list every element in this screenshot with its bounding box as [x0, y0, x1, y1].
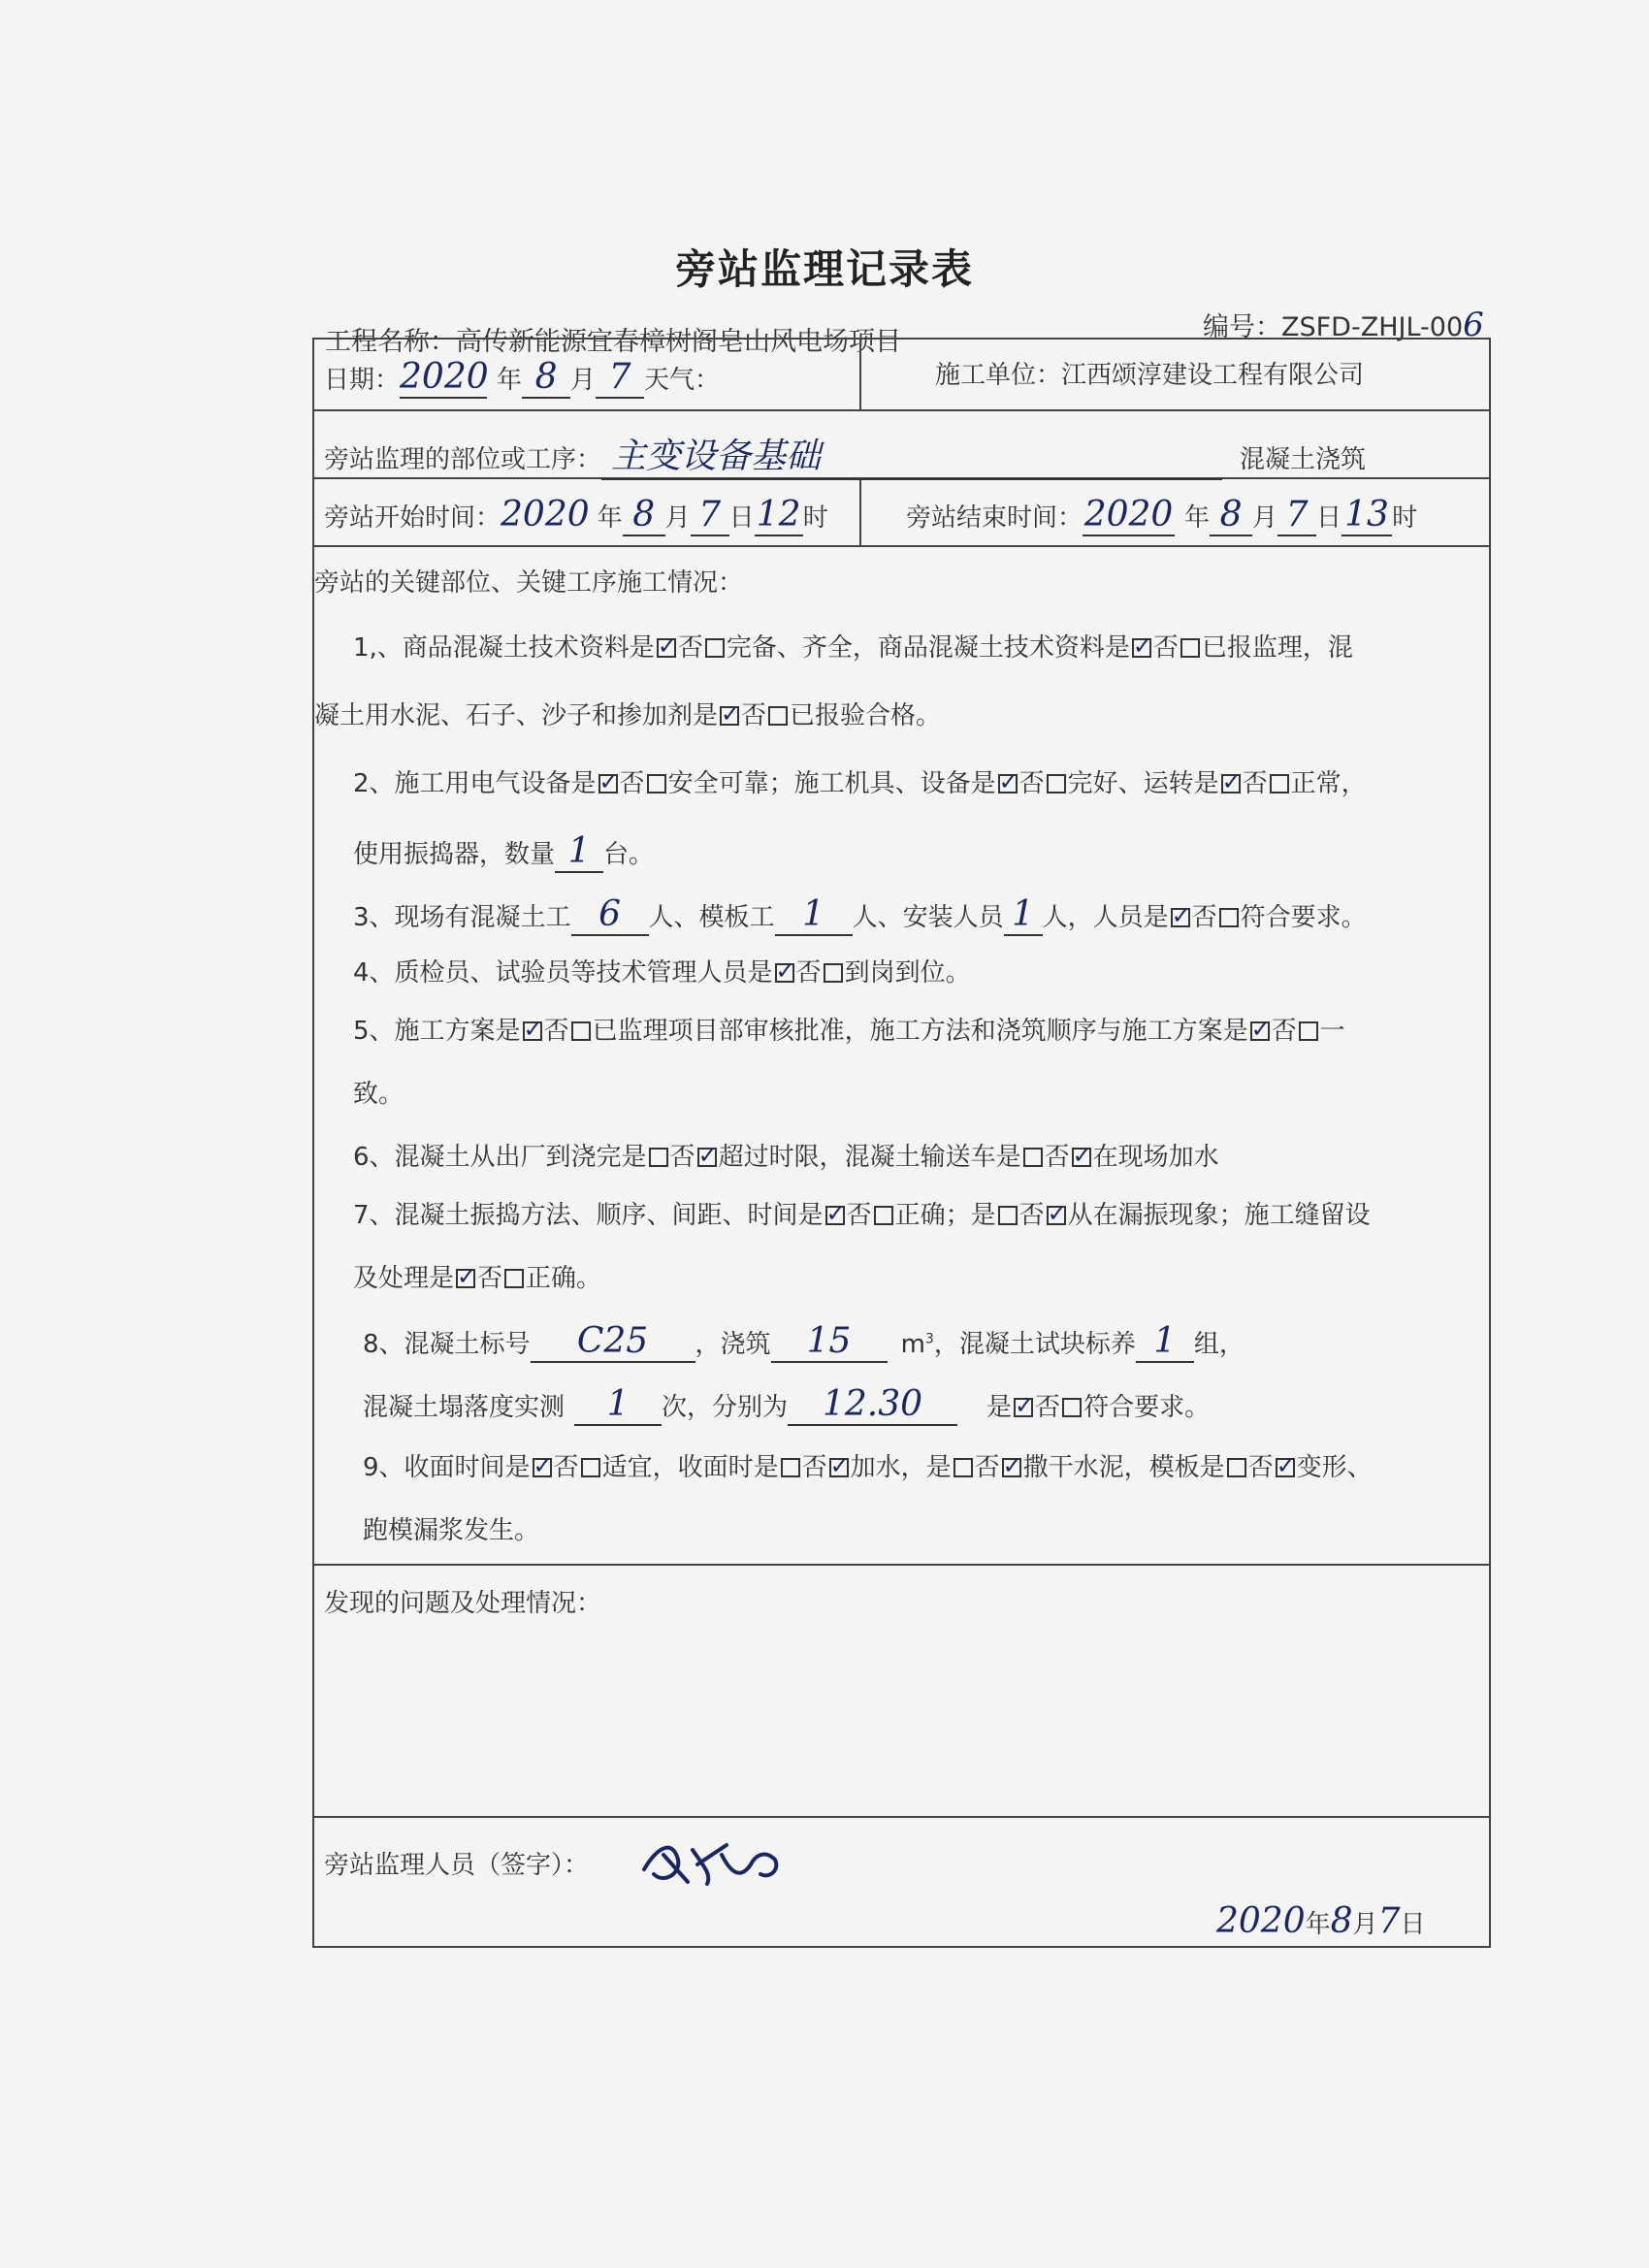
sign-month: 8 [1330, 1901, 1353, 1941]
item-5-line-1 [353, 1011, 1345, 1047]
row-divider [314, 1816, 1489, 1818]
no-label: 否 [1152, 633, 1179, 663]
item-text: 已报监理，混 [1201, 633, 1353, 663]
no-label: 否 [1247, 1453, 1274, 1482]
no-label: 否 [477, 1264, 503, 1293]
checkbox-yes [775, 963, 794, 983]
handwritten-signature [634, 1826, 790, 1894]
end-label: 旁站结束时间： [906, 503, 1083, 533]
item-text: 在现场加水 [1092, 1143, 1219, 1172]
item-text: 已报验合格。 [790, 701, 942, 730]
row-divider [314, 545, 1489, 547]
unit-month: 月 [1252, 503, 1278, 533]
part-label: 旁站监理的部位或工序： [324, 445, 602, 474]
no-label: 否 [1044, 1143, 1070, 1172]
part-suffix: 混凝土浇筑 [1240, 445, 1367, 474]
item-text: 从在漏振现象；施工缝留设 [1067, 1201, 1371, 1230]
signature-label: 旁站监理人员（签字）： [324, 1851, 590, 1880]
item-text: 正常， [1290, 769, 1367, 798]
end-year: 2020 [1083, 495, 1174, 535]
item-text: 一 [1319, 1017, 1345, 1046]
checkbox-no [829, 1458, 849, 1477]
item-text: ，浇筑 [695, 1330, 771, 1359]
record-form [312, 338, 1491, 1948]
checkbox-yes [598, 774, 618, 794]
weather-label: 天气： [644, 366, 721, 395]
no-label: 否 [1242, 769, 1268, 798]
no-label: 否 [553, 1453, 579, 1482]
checkbox-yes [1132, 638, 1151, 658]
item-text: ，混凝土试块标养 [933, 1330, 1136, 1359]
item-5-line-2: 致。 [353, 1080, 404, 1109]
item-1-line-2 [314, 696, 941, 731]
part-value: 主变设备基础 [601, 429, 1222, 480]
no-label: 否 [974, 1453, 1000, 1482]
no-label: 否 [846, 1201, 872, 1230]
checkbox-no [647, 774, 666, 794]
item-6 [353, 1137, 1219, 1173]
checkbox-yes [1023, 1148, 1043, 1167]
signature-date [1216, 1901, 1425, 1941]
no-label: 否 [1018, 769, 1045, 798]
installers-count: 1 [1004, 894, 1043, 936]
checkbox-yes [781, 1458, 800, 1477]
checkbox-no [1072, 1148, 1091, 1167]
item-7-line-1 [353, 1195, 1371, 1231]
unit-day: 日 [1316, 503, 1342, 533]
date-year: 2020 [400, 357, 489, 397]
unit-year: 年 [1305, 1910, 1331, 1939]
item-text: 5、施工方案是 [353, 1017, 521, 1046]
item-text: 符合要求。 [1240, 903, 1367, 932]
item-text: 3、现场有混凝土工 [353, 903, 571, 932]
checkbox-no [1219, 908, 1239, 927]
contractor-label: 施工单位： [935, 361, 1062, 390]
no-label: 否 [619, 769, 645, 798]
number-value: ZSFD-ZHJL-00 [1281, 312, 1464, 342]
date-row [324, 357, 720, 399]
item-text: 已监理项目部审核批准，施工方法和浇筑顺序与施工方案是 [592, 1017, 1248, 1046]
item-8-line-1 [363, 1321, 1245, 1363]
item-text: 4、质检员、试验员等技术管理人员是 [353, 958, 773, 988]
checkbox-yes [1221, 774, 1241, 794]
item-text: 及处理是 [353, 1264, 455, 1293]
row-divider [314, 409, 1489, 411]
unit-month: 月 [664, 503, 691, 533]
unit-day: 日 [1400, 1910, 1426, 1939]
supervisor-signature-row [324, 1845, 589, 1881]
unit-hour: 时 [802, 503, 828, 533]
checkbox-no [504, 1269, 524, 1288]
item-3 [353, 894, 1367, 936]
checkbox-no [571, 1021, 591, 1041]
item-text: 加水，是 [850, 1453, 952, 1482]
checkbox-no [1276, 1458, 1295, 1477]
checkbox-yes [523, 1021, 542, 1041]
start-label: 旁站开始时间： [324, 503, 501, 533]
unit-hour: 时 [1392, 503, 1418, 533]
checkbox-yes [954, 1458, 973, 1477]
end-hour: 13 [1342, 495, 1392, 536]
no-label: 否 [741, 701, 767, 730]
item-text: 完好、运转是 [1067, 769, 1219, 798]
checkbox-yes [649, 1148, 668, 1167]
item-9-line-1 [363, 1447, 1373, 1483]
unit-month: 月 [1352, 1910, 1378, 1939]
test-block-groups: 1 [1136, 1321, 1194, 1363]
contractor-cell [935, 355, 1364, 391]
checkbox-no [768, 706, 788, 726]
item-text: 2、施工用电气设备是 [353, 769, 597, 798]
unit-year: 年 [597, 503, 623, 533]
item-text: 组， [1193, 1330, 1245, 1359]
item-1-line-1 [353, 628, 1353, 664]
no-label: 否 [543, 1017, 569, 1046]
item-text: 7、混凝土振捣方法、顺序、间距、时间是 [353, 1201, 824, 1230]
item-text: 安全可靠；施工机具、设备是 [667, 769, 996, 798]
no-label: 否 [795, 958, 822, 988]
checkbox-no [824, 963, 843, 983]
item-text: 凝土用水泥、石子、沙子和掺加剂是 [314, 701, 719, 730]
item-text: 是 [986, 1393, 1013, 1422]
no-label: 否 [1035, 1393, 1061, 1422]
item-text: 超过时限，混凝土输送车是 [718, 1143, 1021, 1172]
end-day: 7 [1277, 495, 1316, 536]
item-text: 混凝土塌落度实测 [363, 1393, 566, 1422]
checkbox-no [697, 1148, 717, 1167]
concrete-grade: C25 [531, 1321, 695, 1363]
col-divider [859, 477, 861, 545]
date-day: 7 [596, 357, 644, 399]
checkbox-no [581, 1458, 600, 1477]
item-text: 9、收面时间是 [363, 1453, 531, 1482]
date-label: 日期： [324, 366, 401, 395]
project-label: 工程名称： [325, 327, 456, 357]
checkbox-yes [825, 1206, 845, 1225]
item-text: 符合要求。 [1083, 1393, 1211, 1422]
start-month: 8 [623, 495, 665, 536]
slump-test-times: 1 [574, 1384, 662, 1426]
month-unit: 月 [570, 366, 597, 395]
unit-superscript: 3 [924, 1331, 934, 1347]
checkbox-no [1047, 1206, 1066, 1225]
checkbox-yes [998, 1206, 1018, 1225]
unit-m: m [900, 1330, 925, 1359]
item-8-line-2 [363, 1384, 1210, 1426]
row-divider [314, 1564, 1489, 1566]
pour-volume: 15 [771, 1321, 888, 1363]
unit-day: 日 [728, 503, 755, 533]
start-time [324, 495, 828, 536]
item-text: 人、模板工 [648, 903, 775, 932]
no-label: 否 [669, 1143, 695, 1172]
checkbox-no [1270, 774, 1289, 794]
end-time [906, 495, 1417, 536]
unit-year: 年 [1184, 503, 1211, 533]
section-heading: 旁站的关键部位、关键工序施工情况： [314, 568, 744, 598]
checkbox-no [1002, 1458, 1021, 1477]
no-label: 否 [1018, 1201, 1045, 1230]
checkbox-no [874, 1206, 893, 1225]
item-2-line-1 [353, 763, 1367, 799]
checkbox-no [1180, 638, 1200, 658]
checkbox-yes [720, 706, 739, 726]
no-label: 否 [1191, 903, 1217, 932]
start-year: 2020 [501, 495, 590, 535]
item-text: 8、混凝土标号 [363, 1330, 531, 1359]
contractor-name: 江西颂淳建设工程有限公司 [1061, 361, 1365, 390]
problems-label: 发现的问题及处理情况： [324, 1589, 602, 1618]
item-4 [353, 953, 971, 988]
checkbox-yes [1227, 1458, 1246, 1477]
item-text: 6、混凝土从出厂到浇完是 [353, 1143, 647, 1172]
checkbox-yes [1171, 908, 1190, 927]
col-divider [859, 340, 861, 409]
item-text: 完备、齐全，商品混凝土技术资料是 [726, 633, 1130, 663]
date-month: 8 [522, 357, 570, 399]
end-month: 8 [1210, 495, 1252, 536]
checkbox-yes [533, 1458, 552, 1477]
checkbox-yes [998, 774, 1018, 794]
item-text: 撒干水泥，模板是 [1022, 1453, 1225, 1482]
formwork-workers-count: 1 [775, 894, 853, 936]
sign-day: 7 [1377, 1901, 1401, 1941]
sign-year: 2020 [1216, 1901, 1306, 1941]
checkbox-yes [1014, 1398, 1033, 1417]
checkbox-no [1047, 774, 1066, 794]
item-text: 台。 [603, 840, 655, 869]
no-label: 否 [677, 633, 703, 663]
number-label: 编号： [1203, 312, 1281, 342]
item-text: 正确。 [526, 1264, 602, 1293]
checkbox-no [1062, 1398, 1082, 1417]
start-hour: 12 [755, 495, 803, 536]
item-text: 人，人员是 [1042, 903, 1169, 932]
checkbox-no [705, 638, 725, 658]
checkbox-yes [456, 1269, 475, 1288]
item-9-line-2: 跑模漏浆发生。 [363, 1516, 540, 1545]
item-2-line-2 [353, 831, 654, 873]
part-row [324, 429, 1366, 480]
no-label: 否 [801, 1453, 827, 1482]
item-text: 到岗到位。 [844, 958, 971, 988]
checkbox-no [1299, 1021, 1318, 1041]
item-text: 变形、 [1296, 1453, 1373, 1482]
item-text: 正确；是 [894, 1201, 996, 1230]
item-text: 次，分别为 [662, 1393, 789, 1422]
checkbox-yes [1250, 1021, 1270, 1041]
vibrator-quantity: 1 [555, 831, 603, 873]
project-name: 高传新能源宜春樟树阁皂山风电场项目 [456, 327, 901, 357]
item-7-line-2 [353, 1258, 601, 1294]
no-label: 否 [1271, 1017, 1297, 1046]
item-text: 人、安装人员 [852, 903, 1004, 932]
slump-values: 12.30 [788, 1384, 957, 1426]
item-text: 使用振捣器，数量 [353, 840, 556, 869]
checkbox-yes [657, 638, 676, 658]
number-handwritten: 6 [1463, 306, 1484, 344]
start-day: 7 [691, 495, 729, 536]
item-text: 适宜，收面时是 [601, 1453, 779, 1482]
year-unit: 年 [497, 366, 523, 395]
document-title: 旁站监理记录表 [674, 245, 974, 293]
item-text: 1,、商品混凝土技术资料是 [353, 633, 655, 663]
concrete-workers-count: 6 [571, 894, 649, 936]
